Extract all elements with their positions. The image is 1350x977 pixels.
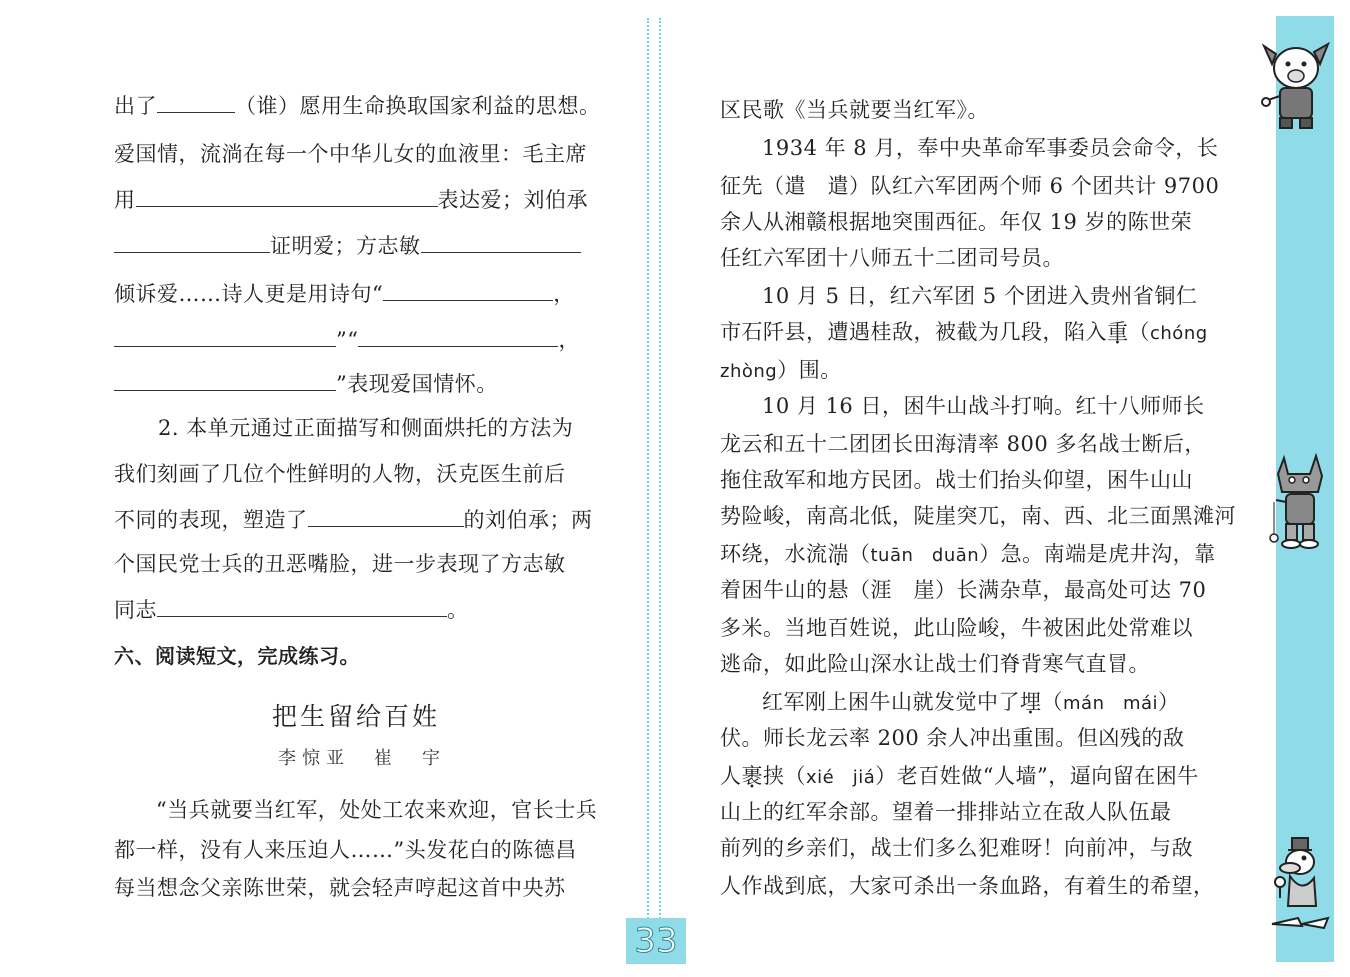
- answer-blank[interactable]: [421, 232, 581, 253]
- text-segment: 同志: [114, 598, 157, 622]
- pinyin-option[interactable]: mán mái: [1063, 693, 1159, 714]
- paragraph-line: 逃命，如此险山深水让战士们脊背寒气直冒。: [720, 652, 1150, 676]
- paragraph-line: 余人从湘赣根据地突围西征。年仅 19 岁的陈世荣: [720, 210, 1193, 234]
- text-line: [114, 326, 580, 354]
- paragraph-line: [720, 540, 1216, 570]
- text-segment: ”“: [336, 328, 359, 352]
- text-line: [114, 506, 593, 534]
- answer-blank[interactable]: [308, 506, 464, 527]
- paragraph-line: 多米。当地百姓说，此山险峻，牛被困此处常难以: [720, 616, 1193, 640]
- paragraph-line: 10 月 5 日，红六军团 5 个团进入贵州省铜仁: [762, 284, 1198, 308]
- text-line: [114, 280, 575, 308]
- section-heading: 六、阅读短文，完成练习。: [114, 644, 360, 668]
- text-segment: 表达爱；刘伯承: [437, 188, 588, 212]
- text-segment: （谁）愿用生命换取国家利益的思想。: [235, 94, 601, 118]
- wolf-mascot-icon: [1262, 452, 1336, 552]
- text-line: [114, 596, 469, 624]
- article-author: 李惊亚 崔 宇: [278, 748, 446, 769]
- text-segment: （: [1128, 320, 1150, 344]
- paragraph-line: 势险峻，南高北低，陡崖突兀，南、西、北三面黑滩河: [720, 504, 1236, 528]
- paragraph-line: [720, 356, 842, 386]
- paragraph-line: 都一样，没有人来压迫人……”头发花白的陈德昌: [114, 838, 577, 862]
- answer-blank[interactable]: [114, 370, 336, 391]
- paragraph-line: 区民歌《当兵就要当红军》。: [720, 98, 989, 122]
- dotted-char: 裹: [741, 764, 763, 788]
- pinyin-option[interactable]: tuān duān: [870, 545, 980, 566]
- text-line: 爱国情，流淌在每一个中华儿女的血液里：毛主席: [114, 142, 587, 166]
- pinyin-option[interactable]: zhòng: [720, 361, 778, 382]
- answer-blank[interactable]: [136, 186, 438, 207]
- answer-blank[interactable]: [383, 280, 553, 301]
- text-line: [114, 186, 588, 214]
- answer-blank[interactable]: [157, 596, 447, 617]
- text-segment: 环绕，水流: [720, 542, 828, 566]
- answer-blank[interactable]: [157, 92, 235, 113]
- text-segment: 的刘伯承；两: [463, 508, 593, 532]
- text-segment: 用: [114, 188, 136, 212]
- paragraph-line: 1934 年 8 月，奉中央革命军事委员会命令，长: [762, 136, 1219, 160]
- article-title: 把生留给百姓: [272, 702, 441, 731]
- text-line: [114, 370, 498, 398]
- text-line: 个国民党士兵的丑恶嘴脸，进一步表现了方志敏: [114, 552, 566, 576]
- pinyin-option[interactable]: chóng: [1150, 323, 1208, 344]
- paragraph-line: 伏。师长龙云率 200 余人冲出重围。但凶残的敌: [720, 726, 1185, 750]
- pinyin-option[interactable]: xié jiá: [806, 767, 876, 788]
- paragraph-line: 山上的红军余部。望着一排排站立在敌人队伍最: [720, 800, 1172, 824]
- text-line: [114, 92, 601, 120]
- text-segment: （: [1041, 690, 1063, 714]
- page-number: 33: [626, 918, 686, 964]
- text-segment: 出了: [114, 94, 157, 118]
- text-segment: ”表现爱国情怀。: [336, 372, 498, 396]
- text-segment: ，: [553, 282, 575, 306]
- text-segment: 挟（: [763, 764, 806, 788]
- paragraph-line: 10 月 16 日，困牛山战斗打响。红十八师师长: [762, 394, 1205, 418]
- text-segment: ）老百姓做“人墙”，逼向留在困牛: [875, 764, 1199, 788]
- right-page: [660, 0, 1350, 977]
- dotted-char: 湍: [827, 542, 849, 566]
- text-segment: ，: [558, 328, 580, 352]
- text-segment: 。: [447, 598, 469, 622]
- duck-mascot-icon: [1262, 834, 1336, 934]
- text-segment: 红军刚上困牛山就发觉中了: [762, 690, 1020, 714]
- answer-blank[interactable]: [114, 326, 336, 347]
- text-segment: ）围。: [777, 358, 842, 382]
- paragraph-line: 人作战到底，大家可杀出一条血路，有着生的希望，: [720, 874, 1215, 898]
- left-page: [0, 0, 640, 977]
- question-2: 2. 本单元通过正面描写和侧面烘托的方法为: [158, 416, 574, 440]
- pig-mascot-icon: [1256, 40, 1334, 132]
- paragraph-line: “当兵就要当红军，处处工农来欢迎，官长士兵: [156, 798, 598, 822]
- text-segment: ）急。南端是虎井沟，靠: [979, 542, 1216, 566]
- paragraph-line: 龙云和五十二团团长田海清率 800 多名战士断后，: [720, 432, 1206, 456]
- paragraph-line: [762, 688, 1180, 718]
- text-segment: 市石阡县，遭遇桂敌，被截为几段，陷入: [720, 320, 1107, 344]
- text-line: [114, 232, 581, 260]
- dotted-char: 重: [1107, 320, 1129, 344]
- paragraph-line: 每当想念父亲陈世荣，就会轻声哼起这首中央苏: [114, 876, 566, 900]
- answer-blank[interactable]: [358, 326, 558, 347]
- paragraph-line: 拖住敌军和地方民团。战士们抬头仰望，困牛山山: [720, 468, 1193, 492]
- text-segment: （: [849, 542, 871, 566]
- paragraph-line: 前列的乡亲们，战士们多么犯难呀！向前冲，与敌: [720, 836, 1193, 860]
- text-segment: 不同的表现，塑造了: [114, 508, 308, 532]
- paragraph-line: 着困牛山的悬（涯 崖）长满杂草，最高处可达 70: [720, 578, 1207, 602]
- paragraph-line: [720, 318, 1208, 348]
- book-spine: [647, 18, 661, 938]
- paragraph-line: 任红六军团十八师五十二团司号员。: [720, 246, 1064, 270]
- dotted-char: 埋: [1020, 690, 1042, 714]
- text-line: 我们刻画了几位个性鲜明的人物，沃克医生前后: [114, 462, 566, 486]
- text-segment: ）: [1158, 690, 1180, 714]
- text-segment: 人: [720, 764, 742, 788]
- text-segment: 倾诉爱……诗人更是用诗句“: [114, 282, 384, 306]
- paragraph-line: [720, 762, 1199, 792]
- answer-blank[interactable]: [114, 232, 270, 253]
- paragraph-line: 征先（遣 遣）队红六军团两个师 6 个团共计 9700: [720, 174, 1220, 198]
- text-segment: 证明爱；方志敏: [270, 234, 421, 258]
